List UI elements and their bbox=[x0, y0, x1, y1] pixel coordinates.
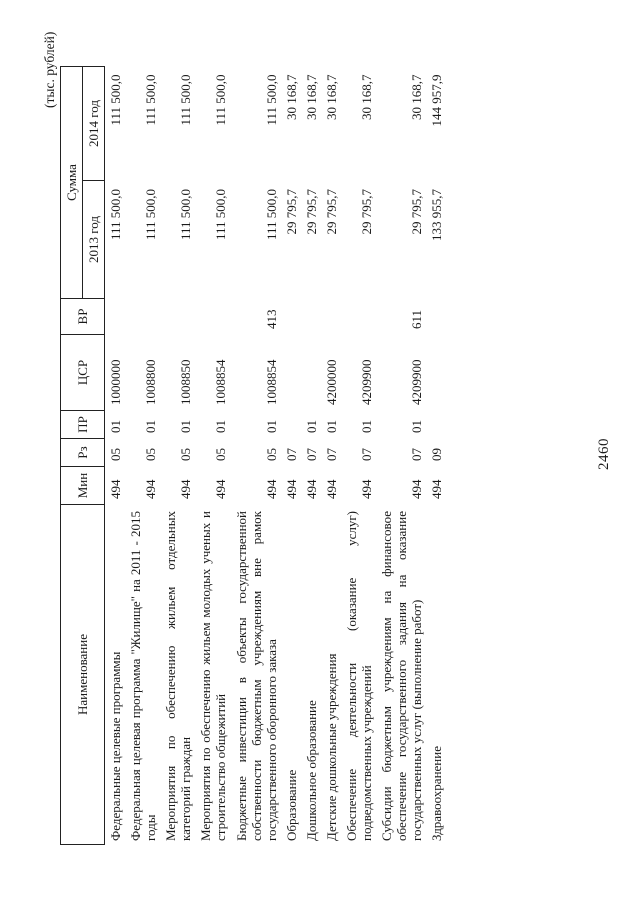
row-vr bbox=[341, 299, 376, 335]
row-csr bbox=[281, 335, 301, 411]
row-amount-2013: 29 795,7 bbox=[323, 189, 339, 235]
header-csr: ЦСР bbox=[61, 335, 105, 411]
row-name: Здравоохранение bbox=[429, 746, 445, 841]
row-amount-2014: 30 168,7 bbox=[359, 74, 375, 120]
row-vr: 413 bbox=[263, 309, 279, 329]
row-amount-2013: 111 500,0 bbox=[143, 189, 159, 241]
row-vr bbox=[281, 299, 301, 335]
row-name: Дошкольное образование bbox=[303, 700, 319, 841]
row-name: Детские дошкольные учреждения bbox=[323, 653, 339, 841]
table-row bbox=[125, 67, 160, 845]
row-pr: 01 bbox=[143, 420, 159, 433]
header-min: Мин bbox=[61, 467, 105, 505]
row-name: Мероприятия по обеспечению жильем молодых ученых и строительство общежитий bbox=[198, 511, 229, 841]
row-vr bbox=[160, 299, 195, 335]
header-vr: ВР bbox=[61, 299, 105, 335]
row-amount-2014: 144 957,9 bbox=[429, 74, 445, 127]
row-name: Обеспечение деятельности (оказание услуг) подведомственных учреждений bbox=[344, 511, 375, 841]
row-min: 494 bbox=[359, 479, 375, 499]
row-pr: 01 bbox=[263, 420, 279, 433]
budget-table bbox=[60, 66, 446, 845]
row-amount-2013: 111 500,0 bbox=[108, 189, 123, 241]
row-min: 494 bbox=[143, 479, 159, 499]
row-vr bbox=[426, 299, 446, 335]
row-amount-2013: 111 500,0 bbox=[213, 189, 229, 241]
row-amount-2014: 30 168,7 bbox=[323, 74, 339, 120]
row-pr: 01 bbox=[323, 420, 339, 433]
row-amount-2014: 111 500,0 bbox=[108, 74, 123, 126]
row-amount-2013: 29 795,7 bbox=[409, 189, 425, 235]
page-number: 2460 bbox=[596, 438, 612, 470]
row-name: Бюджетные инвестиции в объекты государственной собственности бюджетным учреждениям вне рамок государственного оборонного заказа bbox=[233, 511, 279, 841]
row-csr: 4200000 bbox=[323, 359, 339, 405]
table-header bbox=[61, 67, 105, 845]
header-sum: Сумма bbox=[61, 67, 83, 299]
row-min: 494 bbox=[409, 479, 425, 499]
row-pr: 01 bbox=[303, 420, 319, 433]
table-row bbox=[301, 67, 321, 845]
row-vr bbox=[105, 299, 126, 335]
row-amount-2014: 30 168,7 bbox=[283, 74, 299, 120]
row-amount-2013: 111 500,0 bbox=[263, 189, 279, 241]
row-pr: 01 bbox=[178, 420, 194, 433]
row-pr: 01 bbox=[108, 420, 123, 433]
row-vr bbox=[125, 299, 160, 335]
row-min: 494 bbox=[263, 479, 279, 499]
table-row bbox=[195, 67, 230, 845]
row-amount-2013: 29 795,7 bbox=[303, 189, 319, 235]
row-csr bbox=[301, 335, 321, 411]
row-csr: 4209900 bbox=[409, 359, 425, 405]
table-row bbox=[341, 67, 376, 845]
table-row bbox=[231, 67, 281, 845]
row-rz: 05 bbox=[108, 448, 123, 461]
row-csr bbox=[426, 335, 446, 411]
row-pr bbox=[426, 411, 446, 439]
units-note: (тыс. рублей) bbox=[42, 31, 57, 108]
table-row bbox=[105, 67, 126, 845]
row-amount-2014: 111 500,0 bbox=[143, 74, 159, 126]
row-csr: 1008850 bbox=[178, 359, 194, 405]
row-pr bbox=[281, 411, 301, 439]
row-amount-2013: 29 795,7 bbox=[359, 189, 375, 235]
row-pr: 01 bbox=[409, 420, 425, 433]
row-name: Образование bbox=[283, 769, 299, 841]
row-rz: 07 bbox=[283, 448, 299, 461]
row-csr: 1000000 bbox=[108, 359, 123, 405]
row-min: 494 bbox=[303, 479, 319, 499]
row-min: 494 bbox=[108, 479, 123, 499]
header-pr: ПР bbox=[61, 411, 105, 439]
row-rz: 05 bbox=[213, 448, 229, 461]
row-csr: 4209900 bbox=[359, 359, 375, 405]
row-rz: 07 bbox=[409, 448, 425, 461]
row-amount-2014: 30 168,7 bbox=[303, 74, 319, 120]
row-amount-2014: 30 168,7 bbox=[409, 74, 425, 120]
row-vr bbox=[301, 299, 321, 335]
row-pr: 01 bbox=[359, 420, 375, 433]
row-rz: 05 bbox=[263, 448, 279, 461]
row-min: 494 bbox=[178, 479, 194, 499]
table-row bbox=[281, 67, 301, 845]
row-rz: 09 bbox=[429, 448, 445, 461]
row-rz: 05 bbox=[143, 448, 159, 461]
row-pr: 01 bbox=[213, 420, 229, 433]
table-row bbox=[321, 67, 341, 845]
row-csr: 1008854 bbox=[263, 359, 279, 405]
table-row bbox=[160, 67, 195, 845]
row-vr bbox=[195, 299, 230, 335]
row-csr: 1008800 bbox=[143, 359, 159, 405]
row-name: Субсидии бюджетным учреждениям на финансовое обеспечение государственного задания на оказание государственных услуг (выполнение работ) bbox=[379, 511, 425, 841]
row-rz: 07 bbox=[303, 448, 319, 461]
table-row bbox=[376, 67, 426, 845]
row-vr bbox=[321, 299, 341, 335]
row-name: Федеральная целевая программа "Жилище" на 2011 - 2015 годы bbox=[128, 511, 159, 841]
table-row bbox=[426, 67, 446, 845]
header-rz: Рз bbox=[61, 439, 105, 467]
row-name: Мероприятия по обеспечению жильем отдельных категорий граждан bbox=[163, 511, 194, 841]
row-rz: 07 bbox=[323, 448, 339, 461]
header-name: Наименование bbox=[61, 505, 105, 845]
table-body bbox=[105, 67, 447, 845]
row-rz: 07 bbox=[359, 448, 375, 461]
header-year-2014: 2014 год bbox=[83, 67, 105, 181]
row-amount-2014: 111 500,0 bbox=[178, 74, 194, 126]
header-year-2013: 2013 год bbox=[83, 181, 105, 299]
row-vr: 611 bbox=[409, 309, 425, 329]
row-min: 494 bbox=[429, 479, 445, 499]
row-amount-2014: 111 500,0 bbox=[263, 74, 279, 126]
row-amount-2013: 111 500,0 bbox=[178, 189, 194, 241]
row-min: 494 bbox=[323, 479, 339, 499]
row-min: 494 bbox=[283, 479, 299, 499]
row-amount-2014: 111 500,0 bbox=[213, 74, 229, 126]
row-rz: 05 bbox=[178, 448, 194, 461]
row-amount-2013: 29 795,7 bbox=[283, 189, 299, 235]
row-amount-2013: 133 955,7 bbox=[429, 189, 445, 241]
row-min: 494 bbox=[213, 479, 229, 499]
row-csr: 1008854 bbox=[213, 359, 229, 405]
row-name: Федеральные целевые программы bbox=[108, 651, 123, 841]
